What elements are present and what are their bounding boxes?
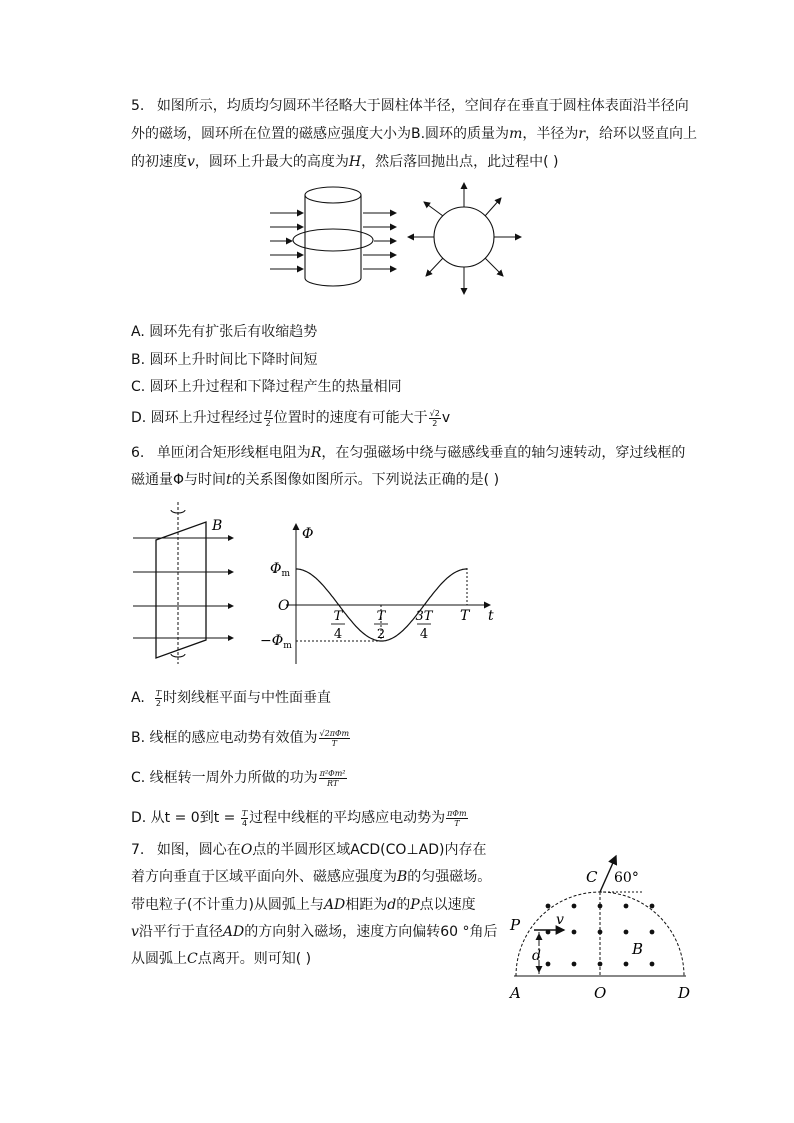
q7-text-4b: 沿平行于直径 (138, 924, 223, 940)
q6-flux-graph (258, 518, 500, 668)
field-arrows-left (270, 213, 303, 269)
fraction-num: T (241, 808, 248, 818)
q7-figure (506, 848, 700, 1004)
q5-option-b[interactable] (131, 350, 318, 370)
label-C: C (586, 868, 598, 886)
q6-var-t: t (226, 472, 232, 488)
label-A: A (510, 984, 521, 1002)
q6-line-1 (131, 443, 685, 463)
q7-line-3 (131, 895, 476, 915)
q6-option-b-text: B. 线框的感应电动势有效值为 (131, 730, 318, 746)
field-dot (624, 962, 629, 967)
q5-line-2 (131, 124, 697, 144)
q6-text-2a: 磁通量Φ与时间 (131, 472, 227, 488)
rotation-arrow-icon (171, 510, 185, 513)
q7-var-v: v (131, 924, 139, 940)
field-dot (572, 904, 577, 909)
q7-text-5a: 从圆弧上 (131, 951, 187, 967)
q6-option-c[interactable] (131, 766, 348, 790)
q7-line-4 (131, 922, 498, 942)
q5-text-1: 如图所示，均质均匀圆环半径略大于圆柱体半径，空间存在垂直于圆柱体表面沿半径向 (156, 98, 689, 114)
q5-option-d-post: v (441, 410, 451, 426)
q5-number: 5. (131, 98, 145, 114)
q6-number: 6. (131, 445, 145, 461)
fraction (241, 809, 248, 828)
q7-text-2a: 着方向垂直于区域平面向外、磁感应强度为 (131, 869, 397, 885)
cylinder-diagram (293, 187, 373, 286)
origin-label: O (278, 598, 290, 614)
q6-var-R: R (310, 445, 322, 461)
q5-var-m: m (509, 126, 523, 142)
fraction-den: T (454, 818, 460, 828)
q5-text-3c: ，圆环上升最大的高度为 (194, 154, 349, 170)
fraction-num: √2 (429, 408, 440, 418)
q5-figure (268, 180, 528, 300)
fraction (155, 689, 162, 708)
fraction-num: πΦm (447, 808, 467, 818)
field-dot (650, 904, 655, 909)
tick-label-num: T (333, 609, 343, 624)
q6-option-d-mid: 过程中线框的平均感应电动势为 (249, 810, 446, 826)
tick-label-num: T (376, 609, 386, 624)
phi-m-label (270, 561, 290, 579)
neg-phi-m-sub: m (283, 641, 292, 651)
field-dot (624, 930, 629, 935)
field-arrows-right (363, 213, 396, 269)
label-d: d (532, 948, 541, 964)
field-dot (572, 930, 577, 935)
q6-option-c-text: C. 线框转一周外力所做的功为 (131, 770, 318, 786)
radial-field-diagram (408, 183, 521, 294)
field-dot (598, 930, 603, 935)
fraction-den: 2 (432, 418, 438, 428)
q7-text-1c: 点的半圆形区域ACD(CO⊥AD)内存在 (252, 842, 487, 858)
tick-label-den: 2 (376, 627, 386, 642)
neg-phi-m-symbol: −Φ (260, 633, 284, 649)
q7-text-4d: 的方向射入磁场，速度方向偏转60 °角后 (244, 924, 498, 940)
q6-text-1a: 单匝闭合矩形线框电阻为 (156, 445, 311, 461)
label-v: v (556, 912, 564, 928)
q5-line-3 (131, 152, 559, 172)
q6-coil-figure (128, 500, 240, 666)
q7-line-5 (131, 949, 311, 969)
y-axis-label: Φ (302, 526, 314, 542)
fraction-den: 4 (241, 818, 248, 828)
q5-option-c-text: C. 圆环上升过程和下降过程产生的热量相同 (131, 379, 402, 395)
q7-text-3e: 的 (396, 897, 411, 913)
fraction-den: RT (326, 778, 339, 788)
q6-text-1c: ，在匀强磁场中绕与磁感线垂直的轴匀速转动，穿过线框的 (321, 445, 686, 461)
field-dot (572, 962, 577, 967)
q7-var-AD: AD (323, 897, 346, 913)
fraction-den: 2 (155, 698, 161, 708)
field-dot (598, 962, 603, 967)
tick-label-num: 3T (415, 609, 433, 624)
field-dot (546, 962, 551, 967)
fraction-num: √2πΦm (319, 728, 350, 738)
field-dot (650, 962, 655, 967)
fraction-num: T (155, 688, 162, 698)
q7-text-5c: 点离开。则可知( ) (197, 951, 312, 967)
fraction (319, 769, 347, 788)
q7-var-d: d (387, 897, 397, 913)
fraction-num: π²Φm² (319, 768, 346, 778)
q6-option-a[interactable] (131, 686, 331, 710)
field-lines (133, 538, 233, 638)
field-dot (650, 930, 655, 935)
fraction-den: 2 (265, 418, 271, 428)
q5-var-H: H (348, 154, 362, 170)
label-D: D (678, 984, 691, 1002)
fraction-den: T (331, 738, 337, 748)
field-dot (546, 904, 551, 909)
fraction (319, 729, 351, 748)
phi-m-sub: m (281, 569, 291, 579)
q5-option-d[interactable] (131, 406, 450, 430)
field-label-b: B (212, 518, 223, 534)
label-B: B (632, 940, 644, 958)
q6-option-d-text: D. 从t = 0到t = (131, 810, 240, 826)
q7-var-P: P (410, 897, 420, 913)
q7-number: 7. (131, 842, 145, 858)
q5-var-v: v (187, 154, 195, 170)
q6-option-a-text: 时刻线框平面与中性面垂直 (163, 690, 332, 706)
q6-option-b[interactable] (131, 726, 351, 750)
fraction (264, 409, 273, 428)
q6-option-a-letter: A. (131, 690, 154, 706)
q7-text-3g: 点以速度 (419, 897, 476, 913)
fraction (446, 809, 467, 828)
tick-T: T (460, 608, 470, 624)
label-O: O (594, 984, 607, 1002)
label-P: P (510, 916, 521, 934)
field-dot (598, 904, 603, 909)
fraction-num: H (264, 408, 272, 418)
q7-line-1 (131, 840, 486, 860)
q5-option-a-text: A. 圆环先有扩张后有收缩趋势 (131, 324, 318, 340)
x-axis-label: t (488, 608, 494, 624)
q5-option-d-text: D. 圆环上升过程经过 (131, 410, 263, 426)
q6-option-d[interactable] (131, 806, 469, 830)
q7-var-O: O (240, 842, 253, 858)
label-angle: 60° (614, 870, 639, 886)
q5-text-2c: ，半径为 (522, 126, 579, 142)
q7-text-1a: 如图，圆心在 (156, 842, 241, 858)
q5-text-3e: ，然后落回抛出点，此过程中( ) (361, 154, 559, 170)
q7-var-B: B (397, 869, 408, 885)
q5-text-3a: 的初速度 (131, 154, 187, 170)
q5-text-2e: ，给环以竖直向上 (585, 126, 698, 142)
q6-text-2c: 的关系图像如图所示。下列说法正确的是( ) (231, 472, 500, 488)
fraction (429, 409, 441, 428)
q7-var-C: C (187, 951, 198, 967)
q7-text-2c: 的匀强磁场。 (407, 869, 492, 885)
neg-phi-m-label (260, 633, 292, 651)
q7-text-3a: 带电粒子(不计重力)从圆弧上与 (131, 897, 324, 913)
q7-line-2 (131, 867, 491, 887)
q5-option-b-text: B. 圆环上升时间比下降时间短 (131, 352, 318, 368)
tick-label-den: 4 (333, 627, 343, 642)
q7-var-AD2: AD (222, 924, 245, 940)
q5-text-2a: 外的磁场，圆环所在位置的磁感应强度大小为B.圆环的质量为 (131, 126, 510, 142)
q7-text-3c: 相距为 (345, 897, 388, 913)
q5-var-r: r (578, 126, 586, 142)
q5-line-1 (131, 96, 689, 116)
q5-option-d-mid: 位置时的速度有可能大于 (273, 410, 428, 426)
field-dot (624, 904, 629, 909)
tick-label-den: 4 (419, 627, 429, 642)
q5-option-a[interactable] (131, 322, 317, 342)
q6-line-2 (131, 470, 499, 490)
tick-labels (331, 609, 434, 642)
phi-m-symbol: Φ (270, 561, 282, 577)
q5-option-c[interactable] (131, 377, 402, 397)
